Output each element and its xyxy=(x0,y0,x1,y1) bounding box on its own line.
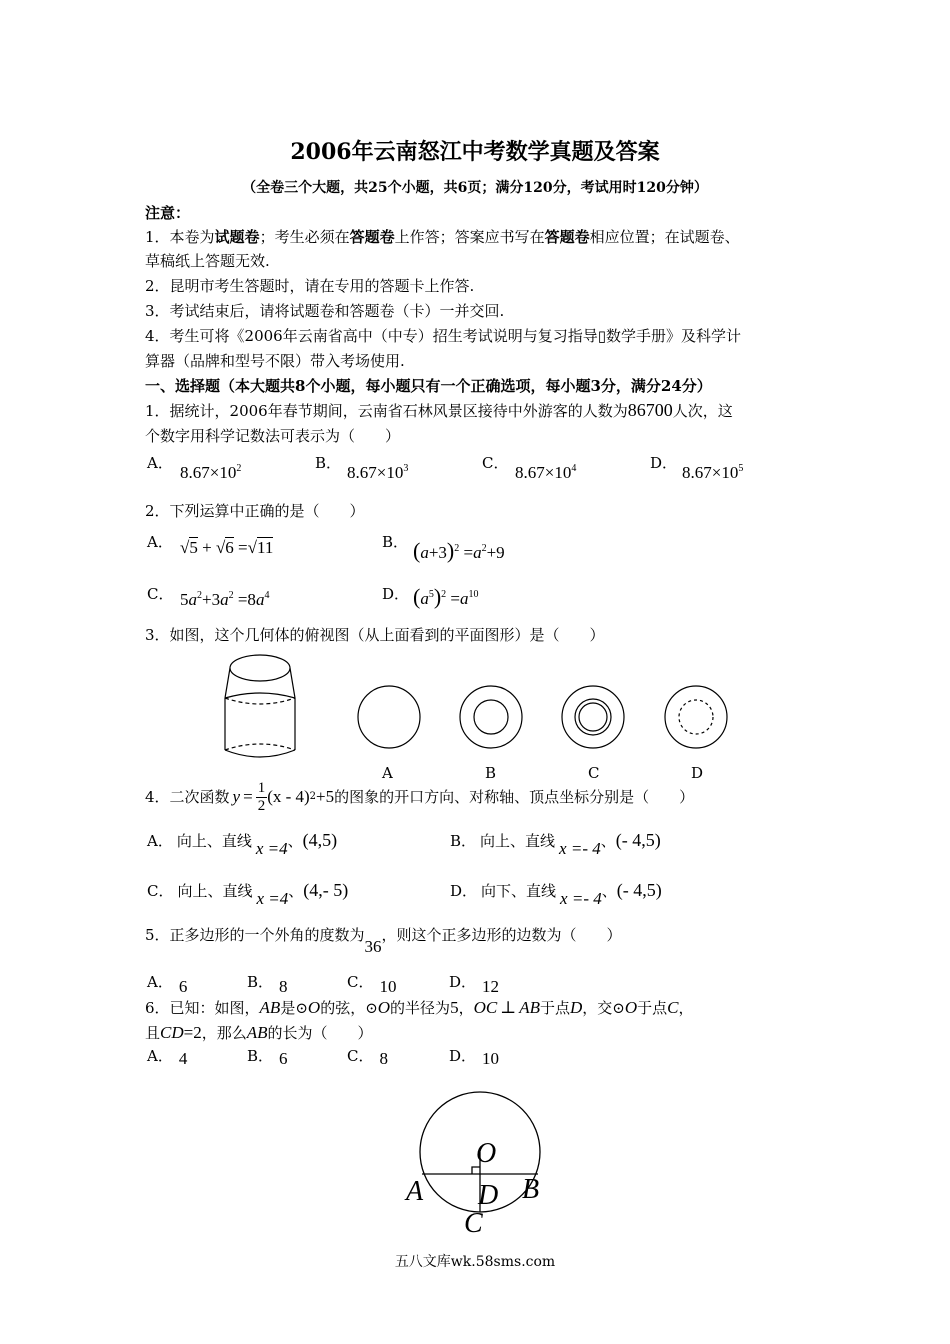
label-c: C xyxy=(464,1208,483,1238)
q1-text: 人次，这 xyxy=(672,402,733,420)
q6-c: C xyxy=(667,998,679,1017)
question-6 xyxy=(145,998,694,1018)
q4-a-sep: 、 xyxy=(287,832,303,850)
q2-option-c xyxy=(180,590,269,610)
q6-d: D xyxy=(570,998,583,1017)
q6-text: 是⊙ xyxy=(280,999,308,1017)
q4-frac-num: 1 xyxy=(257,779,266,796)
q1-d-base: 8.67×10 xyxy=(682,463,739,482)
q2-option-b xyxy=(413,538,505,564)
question-3: 3．如图，这个几何体的俯视图（从上面看到的平面图形）是（ ） xyxy=(145,626,605,644)
label-o: O xyxy=(476,1138,497,1169)
q6-a-value: 4 xyxy=(178,1049,188,1068)
page-title: 2006年云南怒江中考数学真题及答案 xyxy=(290,139,660,165)
q5-b-label: B． xyxy=(247,973,274,991)
q6-c-label: C． xyxy=(347,1047,374,1065)
q4-fraction xyxy=(256,780,268,815)
q6-o: O xyxy=(307,998,321,1017)
option-c-inner xyxy=(579,703,607,731)
q2-a-radicand: 5 xyxy=(189,538,198,557)
top-ellipse xyxy=(230,655,290,681)
q2-a-radicand: 11 xyxy=(256,538,274,557)
q4-frac-den: 2 xyxy=(257,797,266,814)
q6-text: 且 xyxy=(145,1024,161,1042)
q1-a-exp: 2 xyxy=(236,463,242,474)
q2-b-paren: ( xyxy=(413,538,421,563)
note-1-text: 上作答；答案应书写在 xyxy=(394,228,545,246)
q5-c-label: C． xyxy=(347,973,374,991)
q4-y: y xyxy=(232,787,241,806)
q4-d-sep: 、 xyxy=(601,882,617,900)
q2-b-eq: = xyxy=(463,543,474,562)
q1-option-c-label: C． xyxy=(482,454,509,472)
q4-b-axis: x =- 4 xyxy=(559,839,601,858)
q4-c-sep: 、 xyxy=(288,882,304,900)
solid-figure xyxy=(215,650,310,768)
page-subtitle: （全卷三个大题，共25个小题，共6页；满分120分，考试用时120分钟） xyxy=(242,180,708,196)
label-b: B xyxy=(522,1174,540,1205)
q4-d-dir: 向下、直线 xyxy=(481,882,557,900)
q1-number: 86700 xyxy=(627,400,673,420)
q4-text: 4．二次函数 xyxy=(145,788,230,806)
note-1-line2: 草稿纸上答题无效. xyxy=(145,252,270,270)
q6-option-c xyxy=(347,1046,388,1066)
q2-c-exp: 2 xyxy=(197,590,202,601)
q6-ab: AB xyxy=(246,1023,268,1042)
mid-arc-back xyxy=(225,698,295,704)
q2-d-var: a xyxy=(420,589,429,608)
sqrt-icon: √ xyxy=(180,538,190,557)
q5-c-value: 10 xyxy=(379,977,397,996)
q6-text: 的半径为 xyxy=(390,999,451,1017)
q3-label-c: C xyxy=(588,764,600,782)
q2-option-c-label: C． xyxy=(147,585,174,603)
q6-text: 的弦，⊙ xyxy=(320,999,378,1017)
q5-b-value: 8 xyxy=(279,977,288,996)
q2-c-var: a xyxy=(255,590,265,609)
note-4-line2: 算器（品牌和型号不限）带入考场使用. xyxy=(145,352,405,370)
q6-ab: AB xyxy=(519,998,540,1017)
note-4: 4．考生可将《2006年云南省高中（中专）招生考试说明与复习指导▯数学手册》及科学计 xyxy=(145,327,741,345)
sqrt-icon: √ xyxy=(247,538,257,557)
q5-option-a xyxy=(147,972,188,996)
q4-b-dir: 向上、直线 xyxy=(480,832,556,850)
q2-d-inner-exp: 5 xyxy=(428,589,434,600)
q2-b-rexp: 2 xyxy=(481,543,487,554)
note-1-text: 相应位置；在试题卷、 xyxy=(589,228,740,246)
question-6-line2 xyxy=(145,1023,373,1043)
note-1-bold: 答题卷 xyxy=(544,228,590,246)
option-c-outer xyxy=(562,686,624,748)
label-a: A xyxy=(406,1176,424,1207)
q6-a-label: A． xyxy=(147,1047,173,1065)
q4-plus: +5 xyxy=(316,787,335,806)
q6-option-b xyxy=(247,1046,288,1066)
q6-text: ， xyxy=(458,999,474,1017)
question-2: 2．下列运算中正确的是（ ） xyxy=(145,502,365,520)
question-1 xyxy=(145,400,733,421)
sqrt-icon: √ xyxy=(215,538,226,557)
notes-heading: 注意： xyxy=(145,204,191,222)
footer-watermark: 五八文库wk.58sms.com xyxy=(394,1254,556,1270)
q5-a-value: 6 xyxy=(178,977,188,996)
option-d-outer xyxy=(665,686,727,748)
q4-c-label: C． xyxy=(147,882,174,900)
q2-b-var: a xyxy=(420,543,429,562)
q6-o: O xyxy=(624,998,638,1017)
q2-c-var: a xyxy=(188,590,197,609)
edge-right-top xyxy=(290,668,295,698)
q5-d-label: D． xyxy=(449,973,477,991)
q4-b-sep: 、 xyxy=(600,832,616,850)
q3-label-a: A xyxy=(382,764,393,782)
q6-option-d xyxy=(449,1046,499,1066)
q6-text: 的长为（ ） xyxy=(267,1024,373,1042)
q2-b-inner: +3 xyxy=(428,543,447,562)
q4-d-axis: x =- 4 xyxy=(560,889,602,908)
q1-text: 1．据统计，2006年春节期间，云南省石林风景区接待中外游客的人数为 xyxy=(145,402,628,420)
q4-a-dir: 向上、直线 xyxy=(176,832,252,850)
q6-text: 6．已知：如图， xyxy=(145,999,260,1017)
q5-option-d xyxy=(449,972,500,996)
q4-text: 的图象的开口方向、对称轴、顶点坐标分别是（ ） xyxy=(334,788,695,806)
q6-text: ， xyxy=(678,999,694,1017)
q2-a-eq: = xyxy=(238,538,248,557)
q2-c-exp: 4 xyxy=(264,590,270,601)
question-4 xyxy=(145,777,694,817)
q2-d-paren: ) xyxy=(433,584,442,609)
q1-option-d-label: D． xyxy=(650,454,678,472)
q4-d-label: D． xyxy=(450,882,478,900)
q5-value: 36 xyxy=(364,937,382,956)
top-view-options xyxy=(355,682,735,754)
q6-b-value: 6 xyxy=(279,1049,288,1068)
q5-option-c xyxy=(347,972,397,996)
q2-b-exp: 2 xyxy=(454,543,460,554)
note-1 xyxy=(145,227,740,247)
q6-eq: =2 xyxy=(183,1023,202,1042)
q1-c-exp: 4 xyxy=(571,463,577,474)
q4-b-vertex: (- 4,5) xyxy=(615,830,661,850)
q2-option-a xyxy=(180,538,273,558)
q2-a-radicand: 6 xyxy=(225,538,234,557)
option-b-inner xyxy=(474,700,508,734)
q5-d-value: 12 xyxy=(482,977,500,996)
q6-text: ，交⊙ xyxy=(582,999,625,1017)
mid-arc-front xyxy=(225,693,295,698)
q1-option-c xyxy=(515,463,576,483)
question-5 xyxy=(145,925,622,956)
option-a-circle xyxy=(358,686,420,748)
note-1-text: 1．本卷为 xyxy=(145,228,215,246)
q4-a-axis: x =4 xyxy=(255,839,288,858)
q2-b-tail: +9 xyxy=(486,543,505,562)
q6-option-a xyxy=(147,1046,187,1066)
q6-text: 于点 xyxy=(637,999,668,1017)
q6-cd: CD xyxy=(160,1023,184,1042)
q5-option-b xyxy=(247,972,288,996)
q1-option-b xyxy=(347,463,408,483)
note-1-bold: 试题卷 xyxy=(214,228,260,246)
q5-text: ，则这个正多边形的边数为（ ） xyxy=(381,926,622,944)
q2-option-a-label: A． xyxy=(147,533,173,551)
q5-text: 5．正多边形的一个外角的度数为 xyxy=(145,926,365,944)
q2-d-paren: ( xyxy=(413,584,421,609)
edge-left-top xyxy=(225,668,230,698)
q4-option-d xyxy=(450,880,662,908)
circle-figure xyxy=(400,1090,560,1238)
note-1-text: ；考生必须在 xyxy=(259,228,350,246)
q2-a-plus: + xyxy=(202,538,212,557)
q2-c-coef: 5 xyxy=(180,590,189,609)
question-1-line2: 个数字用科学记数法可表示为（ ） xyxy=(145,427,401,445)
q2-c-result: =8 xyxy=(237,590,256,609)
q1-c-base: 8.67×10 xyxy=(515,463,572,482)
q4-a-label: A． xyxy=(147,832,173,850)
q6-b-label: B． xyxy=(247,1047,274,1065)
q1-a-base: 8.67×10 xyxy=(180,463,237,482)
q6-perp: ⊥ xyxy=(500,998,517,1017)
q5-a-label: A． xyxy=(147,973,173,991)
q4-b-label: B． xyxy=(450,832,477,850)
q2-d-eq: = xyxy=(450,589,460,608)
q4-option-a xyxy=(147,830,338,858)
q3-label-d: D xyxy=(691,764,704,782)
note-1-bold: 答题卷 xyxy=(349,228,395,246)
q1-option-d xyxy=(682,463,743,483)
option-c-mid xyxy=(575,699,611,735)
option-b-outer xyxy=(460,686,522,748)
q1-b-base: 8.67×10 xyxy=(347,463,404,482)
bottom-arc-back xyxy=(225,744,295,750)
option-d-hidden xyxy=(679,700,713,734)
q1-option-b-label: B． xyxy=(315,454,342,472)
q2-option-d-label: D． xyxy=(382,585,410,603)
note-3: 3．考试结束后，请将试题卷和答题卷（卡）一并交回. xyxy=(145,302,505,320)
q2-b-paren: ) xyxy=(446,538,455,563)
q2-c-var: a xyxy=(220,590,229,609)
q4-d-vertex: (- 4,5) xyxy=(616,880,662,900)
q2-d-rvar: a xyxy=(460,589,469,608)
q6-d-label: D． xyxy=(449,1047,477,1065)
q1-option-a-label: A． xyxy=(147,454,173,472)
q1-d-exp: 5 xyxy=(738,463,744,474)
q6-text: 于点 xyxy=(539,999,570,1017)
q2-c-coef: +3 xyxy=(202,590,221,609)
q4-option-c xyxy=(147,880,349,908)
q6-oc: OC xyxy=(473,998,498,1017)
q4-exp: 2 xyxy=(309,791,317,802)
q6-d-value: 10 xyxy=(482,1049,500,1068)
q6-radius: 5 xyxy=(450,998,459,1017)
bottom-arc-front xyxy=(225,750,295,757)
q4-eq: = xyxy=(243,787,253,806)
q2-d-rexp: 10 xyxy=(468,589,479,600)
q4-paren: (x - 4) xyxy=(267,787,310,806)
q6-c-value: 8 xyxy=(379,1049,388,1068)
section-heading: 一、选择题（本大题共8个小题，每小题只有一个正确选项，每小题3分，满分24分） xyxy=(145,377,712,395)
q4-a-vertex: (4,5) xyxy=(302,830,338,850)
q4-option-b xyxy=(450,830,661,858)
note-2: 2．昆明市考生答题时，请在专用的答题卡上作答. xyxy=(145,277,475,295)
q2-b-rvar: a xyxy=(473,543,482,562)
label-d: D xyxy=(478,1180,499,1211)
q4-c-vertex: (4,- 5) xyxy=(303,880,349,900)
q2-d-exp: 2 xyxy=(441,589,447,600)
q2-c-exp: 2 xyxy=(228,590,234,601)
q1-option-a xyxy=(180,463,241,483)
q3-label-b: B xyxy=(485,764,497,782)
q6-text: ，那么 xyxy=(201,1024,247,1042)
q6-ab: AB xyxy=(259,998,281,1017)
q2-option-b-label: B． xyxy=(382,533,409,551)
q2-option-d xyxy=(413,584,479,610)
q1-b-exp: 3 xyxy=(403,463,409,474)
q4-c-axis: x =4 xyxy=(256,889,289,908)
q6-o: O xyxy=(377,998,391,1017)
q4-c-dir: 向上、直线 xyxy=(177,882,253,900)
